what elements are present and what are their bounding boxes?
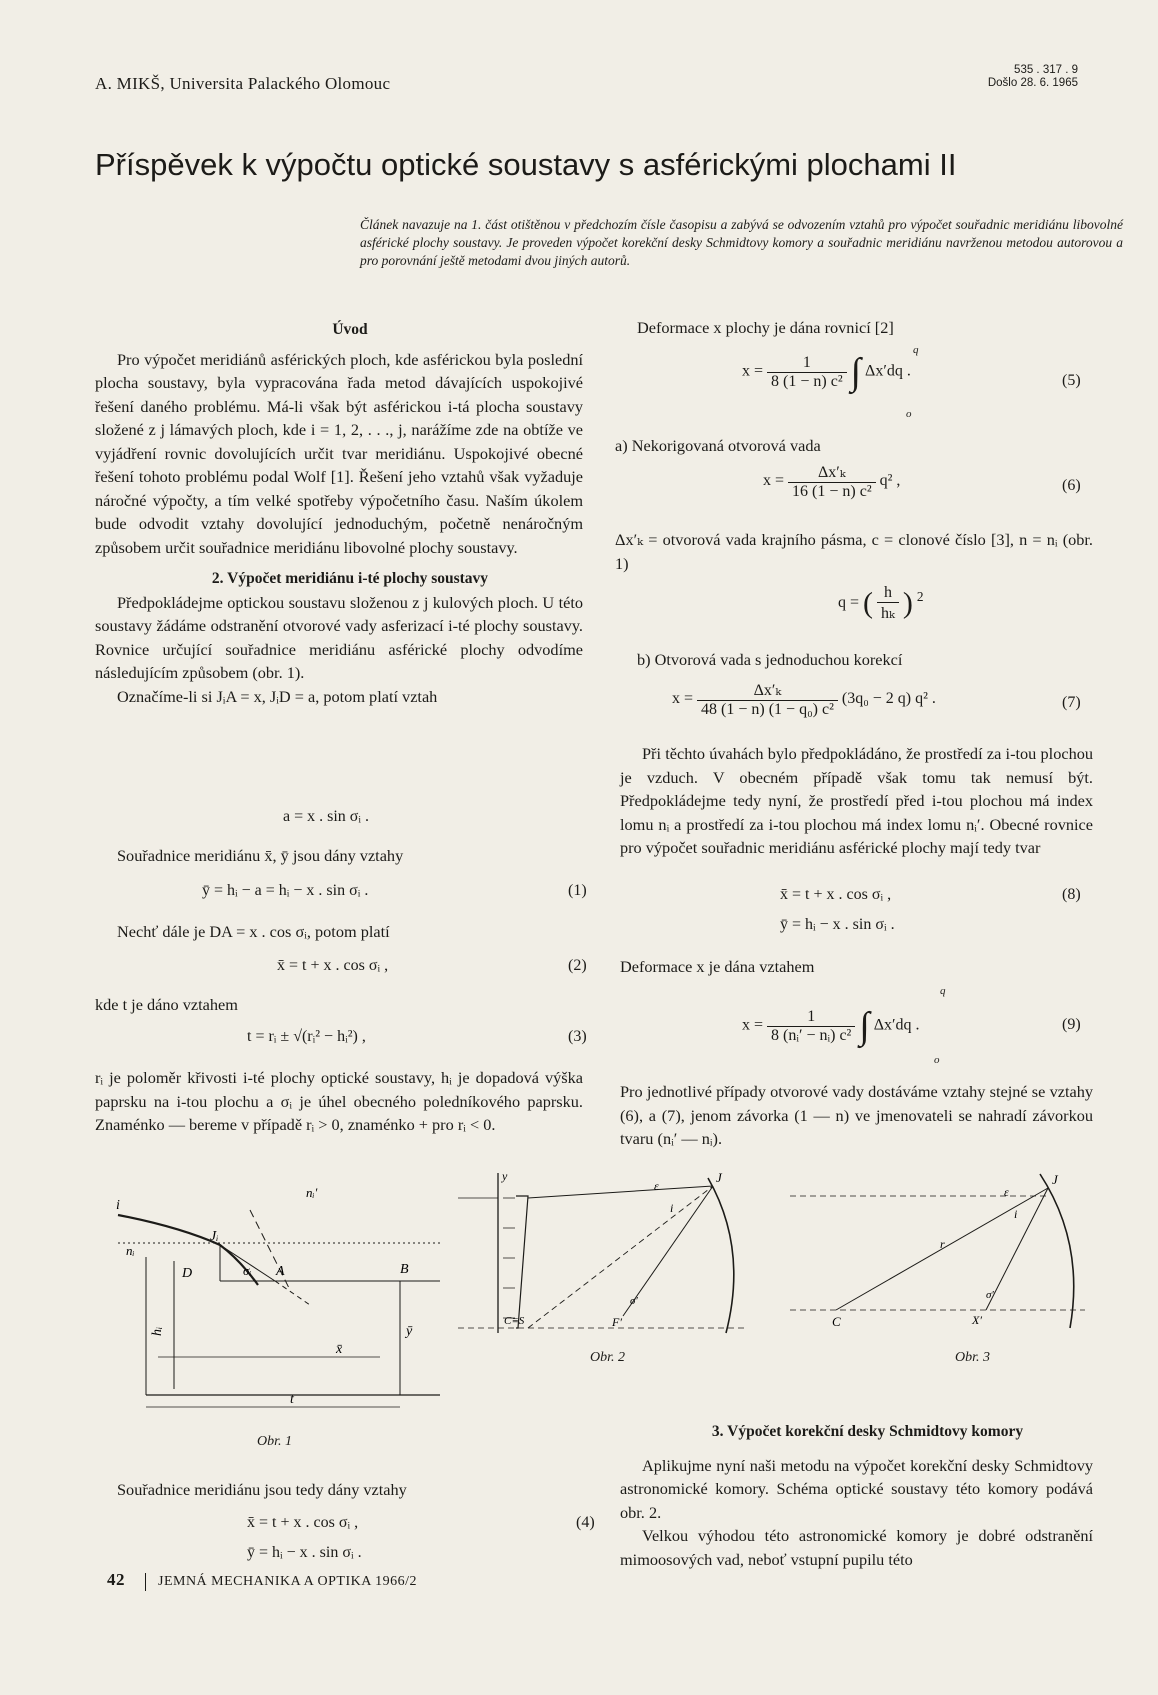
section-2-paragraph-2: Označíme-li si JᵢA = x, JᵢD = a, potom platí vztah [117,686,438,706]
equation-3: t = rᵢ ± √(rᵢ² − hᵢ²) , [247,1028,366,1045]
udc-code: 535 . 317 . 9 [1014,64,1078,76]
equation-4b: ȳ = hᵢ − x . sin σᵢ . [247,1544,362,1561]
page-number: 42 [107,1570,125,1589]
intro-paragraph: Pro výpočet meridiánů asférických ploch, kde asférickou byla poslední plocha soustavy, byla vypracována řada metod dávajících uspokojivé řešení daného problému. Má-li však být asférickou i-tá plocha soustavy složené z j lámavých ploch, kde i = 1, 2, . . ., j, narážíme zde na obtíže ve vyjádření rovnic dovolujících určit tvar meridiánu. Uspokojivé obecné řešení tohoto problému podal Wolf [1]. Řešení jeho vztahů však vyžaduje náročné výpočty, a tím velké spotřeby výpočetního času. Naším úkolem bude odvodit vztahy dovolující jednoduchým, početně nenáročným způsobem určit souřadnice meridiánu libovolné plochy soustavy. [95,349,583,557]
eq5-lower-limit: o [906,408,912,420]
fig3-label-x-prime: X′ [972,1313,982,1327]
equation-7: x = $\frac{\text{Δx′ₖ}}{\text{48 (1 − n) (1 − q₀) c²}}$ (3q₀ − 2 q) q² . [672,682,936,718]
section-3-paragraph-2: Velkou výhodou této astronomické komory je dobré odstranění mimoosových vad, neboť vstupní pupilu této [620,1526,1093,1569]
fig1-label-ybar: ȳ [406,1324,413,1339]
fig2-label-y: y [502,1169,508,1183]
fig1-label-sigma: σᵢ [243,1263,252,1278]
page-footer [107,1570,417,1591]
right-paragraph-assume: Při těchto úvahách bylo předpokládáno, že prostředí za i-tou plochou je vzduch. V obecném případě však tomu tak nemusí být. Předpokládejme tedy nyní, že prostředí před i-tou plochou má index lomu nᵢ a prostředí za i-tou plochou má index lomu nᵢ′. Obecné rovnice pro výpočet souřadnic meridiánu asférické plochy mají tedy tvar [620,744,1093,857]
figure-1-caption: Obr. 1 [257,1434,293,1449]
fig2-label-epsilon: ε [654,1179,659,1193]
fig2-label-j: J [716,1170,722,1185]
intro-heading: Úvod [332,321,368,338]
equation-9: x = $\frac{1}{\text{8 (nᵢ′ − nᵢ) c²}}$ ∫ Δx′dq . [742,1005,920,1047]
fig2-radius-line [528,1186,713,1328]
section-3-paragraph-1: Aplikujme nyní naši metodu na výpočet korekční desky Schmidtovy astronomické komory. Schéma optické soustavy této komory podává obr. 2. [620,1455,1093,1522]
equation-8a: x̄ = t + x . cos σᵢ , [780,886,892,903]
fig1-label-a: A [276,1264,285,1279]
eq5-fraction: $\frac{1}{\text{8 (1 − n) c²}}$ [767,354,847,391]
fig2-label-i: i [670,1201,674,1215]
equation-1: ȳ = hᵢ − a = hᵢ − x . sin σᵢ . [202,882,369,899]
equation-5-number: (5) [1062,372,1081,389]
fig1-ray-extension [275,1281,310,1305]
fig1-label-i: i [116,1198,120,1213]
fig1-label-ni-prime: nᵢ′ [306,1185,318,1200]
equation-q: q = ( $\frac{h}{\text{hₖ}}$ ) $^2$ [838,584,924,622]
section-2-heading: 2. Výpočet meridiánu i-té plochy soustavy [211,570,489,587]
equation-8b: ȳ = hᵢ − x . sin σᵢ . [780,916,895,933]
eq9-integral-icon: ∫ [859,1005,870,1047]
abstract: Článek navazuje na 1. část otištěnou v předchozím čísle časopisu a zabývá se odvozením vztahů pro výpočet souřadnic meridiánu libovolné asférické plochy soustavy. Je proveden výpočet korekční desky Schmidtovy komory a souřadnic meridiánu navrženou metodou autorovou a pro porovnání ještě metodami dvou jiných autorů. [360,217,1123,268]
fig3-label-sigma: σ′ [986,1289,994,1301]
figure-1 [110,1185,450,1410]
author-line: A. MIKŠ, Universita Palackého Olomouc [95,74,391,93]
eq9-lower-limit: o [934,1054,940,1066]
received-date: Došlo 28. 6. 1965 [987,77,1078,89]
item-b: b) Otvorová vada s jednoduchou korekcí [637,650,903,669]
fig3-label-j: J [1052,1172,1058,1187]
equation-1-number: (1) [568,882,587,899]
equation-6: x = $\frac{\text{Δx′ₖ}}{\text{16 (1 − n) c²}}$ q² , [763,464,901,500]
fig1-label-hi: hᵢ [150,1326,165,1336]
eq5-integral-icon: ∫ [850,351,862,393]
fig2-label-sigma: σ′ [630,1295,638,1307]
equation-5: x = $\frac{1}{\text{8 (1 − n) c²}}$ ∫ Δx′dq . [742,351,911,393]
item-a: a) Nekorigovaná otvorová vada [615,436,821,455]
figure-3-caption: Obr. 3 [955,1350,991,1365]
right-paragraph-def2: Deformace x je dána vztahem [620,957,815,976]
fig2-mirror [708,1178,734,1333]
fig2-plate-hatching [503,1198,515,1318]
eq5-upper-limit: q [913,344,919,356]
equation-8-number: (8) [1062,886,1081,903]
article-meta [988,64,1078,90]
left-paragraph-7: Souřadnice meridiánu jsou tedy dány vztahy [117,1480,407,1499]
fig1-label-ji: Jᵢ [210,1229,219,1244]
equation-4a: x̄ = t + x . cos σᵢ , [247,1514,359,1531]
equation-2-number: (2) [568,957,587,974]
fig2-corrector-plate [516,1196,528,1328]
fig2-label-f: F′ [612,1315,622,1329]
fig3-mirror [1040,1174,1074,1328]
equation-2: x̄ = t + x . cos σᵢ , [277,957,389,974]
equation-9-number: (9) [1062,1016,1081,1033]
right-paragraph-def: Deformace x plochy je dána rovnicí [2] [637,318,894,337]
fig1-label-xbar: x̄ [336,1342,343,1357]
fig2-incident-ray [528,1186,713,1198]
fig3-label-i: i [1014,1207,1018,1221]
left-paragraph-4: Nechť dále je DA = x . cos σᵢ, potom platí [117,922,390,941]
fig3-label-c: C [832,1314,841,1329]
journal-name: JEMNÁ MECHANIKA A OPTIKA 1966/2 [158,1574,417,1589]
equation-4-number: (4) [576,1514,595,1531]
footer-divider [145,1573,146,1591]
fig1-label-d: D [182,1266,193,1281]
fig3-label-r: r [940,1237,945,1251]
equation-a: a = x . sin σᵢ . [283,808,370,825]
figure-3 [790,1168,1090,1338]
eq9-upper-limit: q [940,985,946,997]
left-paragraph-5: kde t je dáno vztahem [95,995,238,1014]
right-paragraph-defs: Δx′ₖ = otvorová vada krajního pásma, c = clonové číslo [3], n = nᵢ (obr. 1) [615,530,1093,573]
left-paragraph-6: rᵢ je poloměr křivosti i-té plochy optické soustavy, hᵢ je dopadová výška paprsku na i-tou plochu a σᵢ je úhel obecného poledníkového paprsku. Znaménko — bereme v případě rᵢ > 0, znaménko + pro rᵢ < 0. [95,1068,583,1134]
equation-7-number: (7) [1062,694,1081,711]
fig1-label-t: t [290,1392,294,1407]
section-2-paragraph-1: Předpokládejme optickou soustavu složenou z j kulových ploch. U této soustavy žádáme odstranění otvorové vady asferizací i-té plochy soustavy. Rovnice určující souřadnice meridiánu asférické plochy odvodíme následujícím způsobem (obr. 1). [95,592,583,682]
left-column-top [95,318,583,708]
article-title: Příspěvek k výpočtu optické soustavy s asférickými plochami II [95,146,957,182]
figure-2-caption: Obr. 2 [590,1350,626,1365]
fig1-label-ni: nᵢ [126,1243,135,1258]
figure-2 [458,1168,758,1338]
left-paragraph-3: Souřadnice meridiánu x̄, ȳ jsou dány vztahy [117,846,404,865]
equation-3-number: (3) [568,1028,587,1045]
fig1-label-b: B [400,1262,409,1277]
equation-6-number: (6) [1062,477,1081,494]
right-column-section-3 [620,1420,1093,1571]
section-3-heading: 3. Výpočet korekční desky Schmidtovy komory [711,1423,1024,1440]
fig2-label-cs: C≡S [504,1315,525,1327]
fig3-label-epsilon: ε [1004,1185,1009,1199]
right-paragraph-cases: Pro jednotlivé případy otvorové vady dostáváme vztahy stejné se vztahy (6), a (7), jenom závorka (1 — n) ve jmenovateli se nahradí závorkou tvaru (nᵢ′ — nᵢ). [620,1082,1093,1148]
